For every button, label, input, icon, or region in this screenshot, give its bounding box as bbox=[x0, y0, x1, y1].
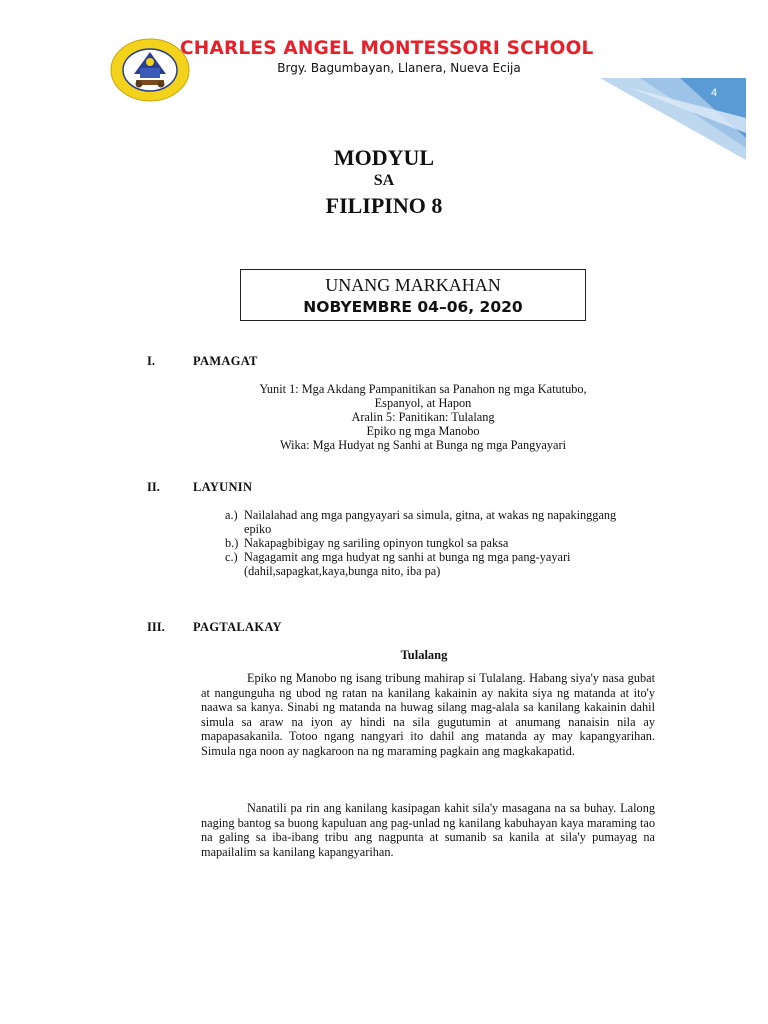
objectives-list bbox=[225, 508, 645, 578]
list-item bbox=[225, 536, 645, 550]
list-item-text: Nagagamit ang mga hudyat ng sanhi at bunga ng mga pang-yayari (dahil,sapagkat,kaya,bunga nito, iba pa) bbox=[244, 550, 571, 578]
module-title-line2: SA bbox=[373, 172, 395, 189]
list-item-text: Nakapagbibigay ng sariling opinyon tungkol sa paksa bbox=[244, 536, 509, 550]
story-title: Tulalang bbox=[400, 648, 448, 662]
section-number: III. bbox=[147, 620, 165, 634]
school-address: Brgy. Bagumbayan, Llanera, Nueva Ecija bbox=[277, 61, 521, 75]
page-number: 4 bbox=[711, 87, 718, 99]
list-marker: a.) bbox=[225, 508, 238, 522]
list-item bbox=[225, 508, 645, 536]
module-title-line1: MODYUL bbox=[333, 145, 435, 170]
section-number: II. bbox=[147, 480, 160, 494]
paragraph: Nanatili pa rin ang kanilang kasipagan kahit sila'y masagana na sa buhay. Lalong naging bantog sa buong kapuluan ang pag-unlad ng kanilang kabuhayan kaya maraming tao na galing sa iba-ibang tribu ang nagpunta at sumanib sa kanila at sila'y pumayag na mapailalim sa kanilang kapangyarihan. bbox=[201, 801, 655, 859]
pamagat-lines bbox=[190, 382, 656, 452]
section-number: I. bbox=[147, 354, 155, 368]
module-title-line3: FILIPINO 8 bbox=[325, 193, 443, 218]
pamagat-line: Espanyol, at Hapon bbox=[374, 396, 472, 410]
list-item-text: Nailalahad ang mga pangyayari sa simula, gitna, at wakas ng napakinggang epiko bbox=[244, 508, 617, 536]
section-title-layunin: LAYUNIN bbox=[193, 480, 253, 494]
section-title-pamagat: PAMAGAT bbox=[193, 354, 258, 368]
paragraph: Epiko ng Manobo ng isang tribung mahirap si Tulalang. Habang siya'y nasa gubat at nangunguha ng ubod ng ratan na kanilang kakainin ay nakita siya ng matanda at ito'y naawa sa kanya. Sinabi ng matanda na huwag silang mag-alala sa kanilang kakainin dahil simula sa araw na iyon ay hindi na sila gugutumin at anumang nanaisin nila ay mapapasakanila. Totoo ngang nangyari ito dahil ang matanda ay may kapangyarihan. Simula nga noon ay nagkaroon na ng maraming pagkain ang magkakapatid. bbox=[201, 671, 655, 758]
pamagat-line: Wika: Mga Hudyat ng Sanhi at Bunga ng mga Pangyayari bbox=[279, 438, 567, 452]
pamagat-line: Yunit 1: Mga Akdang Pampanitikan sa Panahon ng mga Katutubo, bbox=[259, 382, 587, 396]
pamagat-line: Epiko ng mga Manobo bbox=[366, 424, 480, 438]
section-title-pagtalakay: PAGTALAKAY bbox=[193, 620, 282, 634]
school-name: CHARLES ANGEL MONTESSORI SCHOOL bbox=[180, 38, 594, 59]
quarter-date: NOBYEMBRE 04–06, 2020 bbox=[303, 298, 523, 316]
quarter-box bbox=[240, 269, 586, 321]
pamagat-line: Aralin 5: Panitikan: Tulalang bbox=[351, 410, 495, 424]
list-marker: b.) bbox=[225, 536, 239, 550]
list-item bbox=[225, 550, 645, 578]
quarter-label: UNANG MARKAHAN bbox=[325, 275, 501, 295]
list-marker: c.) bbox=[225, 550, 238, 564]
